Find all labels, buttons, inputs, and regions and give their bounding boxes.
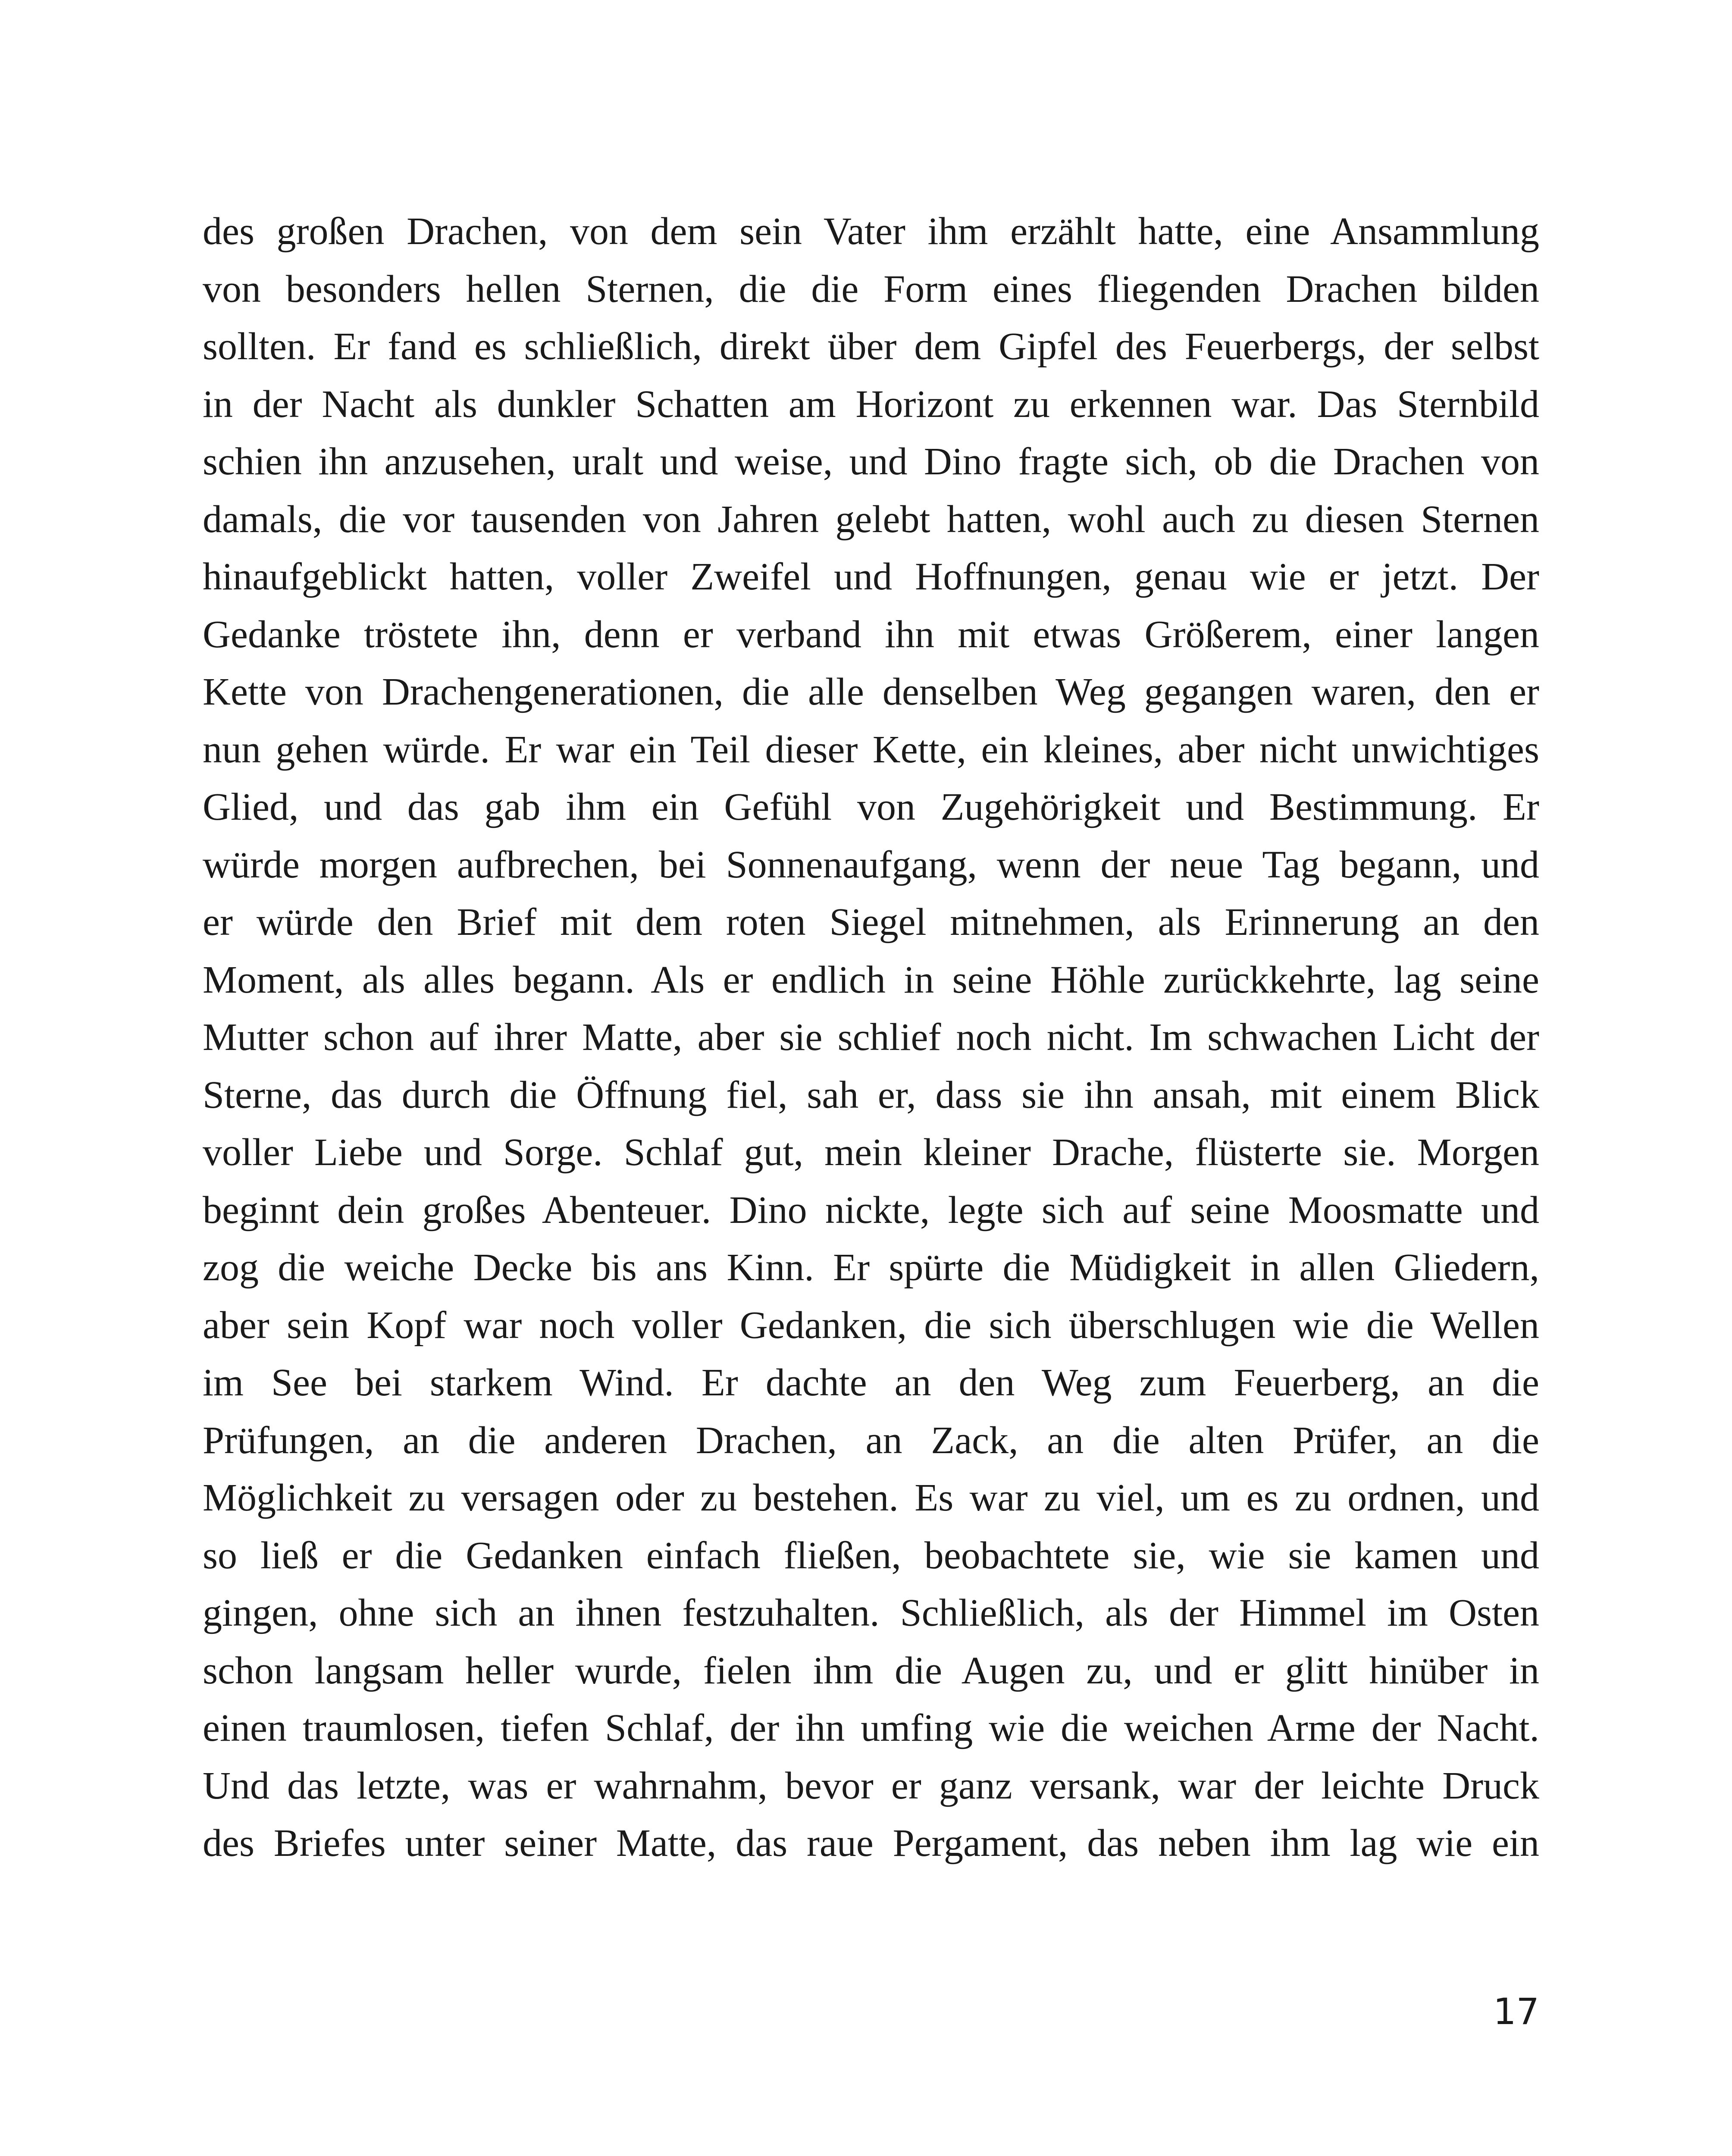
body-text: [203, 203, 1539, 1872]
text-line: Glied, und das gab ihm ein Gefühl von Zugehörigkeit und Bestimmung. Er: [203, 786, 1539, 828]
text-line: des Briefes unter seiner Matte, das raue Pergament, das neben ihm lag wie ein: [203, 1822, 1539, 1865]
text-line: Sterne, das durch die Öffnung fiel, sah er, dass sie ihn ansah, mit einem Blick: [203, 1073, 1539, 1116]
text-line: damals, die vor tausenden von Jahren gelebt hatten, wohl auch zu diesen Sternen: [203, 498, 1539, 541]
text-line: einen traumlosen, tiefen Schlaf, der ihn umfing wie die weichen Arme der Nacht.: [203, 1707, 1539, 1749]
text-line: Kette von Drachengenerationen, die alle denselben Weg gegangen waren, den er: [203, 671, 1539, 713]
text-line: Gedanke tröstete ihn, denn er verband ihn mit etwas Größerem, einer langen: [203, 613, 1539, 656]
text-line: Prüfungen, an die anderen Drachen, an Zack, an die alten Prüfer, an die: [203, 1419, 1539, 1462]
text-line: von besonders hellen Sternen, die die Form eines fliegenden Drachen bilden: [203, 267, 1539, 310]
text-line: schien ihn anzusehen, uralt und weise, und Dino fragte sich, ob die Drachen von: [203, 440, 1539, 483]
text-line: nun gehen würde. Er war ein Teil dieser Kette, ein kleines, aber nicht unwichtiges: [203, 728, 1539, 771]
text-line: in der Nacht als dunkler Schatten am Horizont zu erkennen war. Das Sternbild: [203, 382, 1539, 426]
text-line: Und das letzte, was er wahrnahm, bevor er ganz versank, war der leichte Druck: [203, 1764, 1539, 1807]
text-line: hinaufgeblickt hatten, voller Zweifel und Hoffnungen, genau wie er jetzt. Der: [203, 555, 1539, 598]
text-line: des großen Drachen, von dem sein Vater ihm erzählt hatte, eine Ansammlung: [203, 210, 1539, 253]
text-line: voller Liebe und Sorge. Schlaf gut, mein kleiner Drache, flüsterte sie. Morgen: [203, 1131, 1539, 1174]
text-line: er würde den Brief mit dem roten Siegel mitnehmen, als Erinnerung an den: [203, 901, 1539, 943]
text-line: Möglichkeit zu versagen oder zu bestehen. Es war zu viel, um es zu ordnen, und: [203, 1476, 1539, 1519]
text-line: schon langsam heller wurde, fielen ihm die Augen zu, und er glitt hinüber in: [203, 1649, 1539, 1692]
text-line: sollten. Er fand es schließlich, direkt über dem Gipfel des Feuerbergs, der selbst: [203, 325, 1539, 368]
text-line: im See bei starkem Wind. Er dachte an den Weg zum Feuerberg, an die: [203, 1361, 1539, 1404]
text-line: würde morgen aufbrechen, bei Sonnenaufgang, wenn der neue Tag begann, und: [203, 843, 1539, 886]
page-number: 17: [1493, 1990, 1539, 2033]
text-line: beginnt dein großes Abenteuer. Dino nickte, legte sich auf seine Moosmatte und: [203, 1188, 1539, 1232]
text-line: aber sein Kopf war noch voller Gedanken, die sich überschlugen wie die Wellen: [203, 1304, 1539, 1347]
text-line: Mutter schon auf ihrer Matte, aber sie schlief noch nicht. Im schwachen Licht der: [203, 1016, 1539, 1059]
text-line: gingen, ohne sich an ihnen festzuhalten. Schließlich, als der Himmel im Osten: [203, 1592, 1539, 1634]
text-line: zog die weiche Decke bis ans Kinn. Er spürte die Müdigkeit in allen Gliedern,: [203, 1246, 1539, 1289]
text-line: so ließ er die Gedanken einfach fließen, beobachtete sie, wie sie kamen und: [203, 1534, 1539, 1577]
text-line: Moment, als alles begann. Als er endlich in seine Höhle zurückkehrte, lag seine: [203, 958, 1539, 1001]
